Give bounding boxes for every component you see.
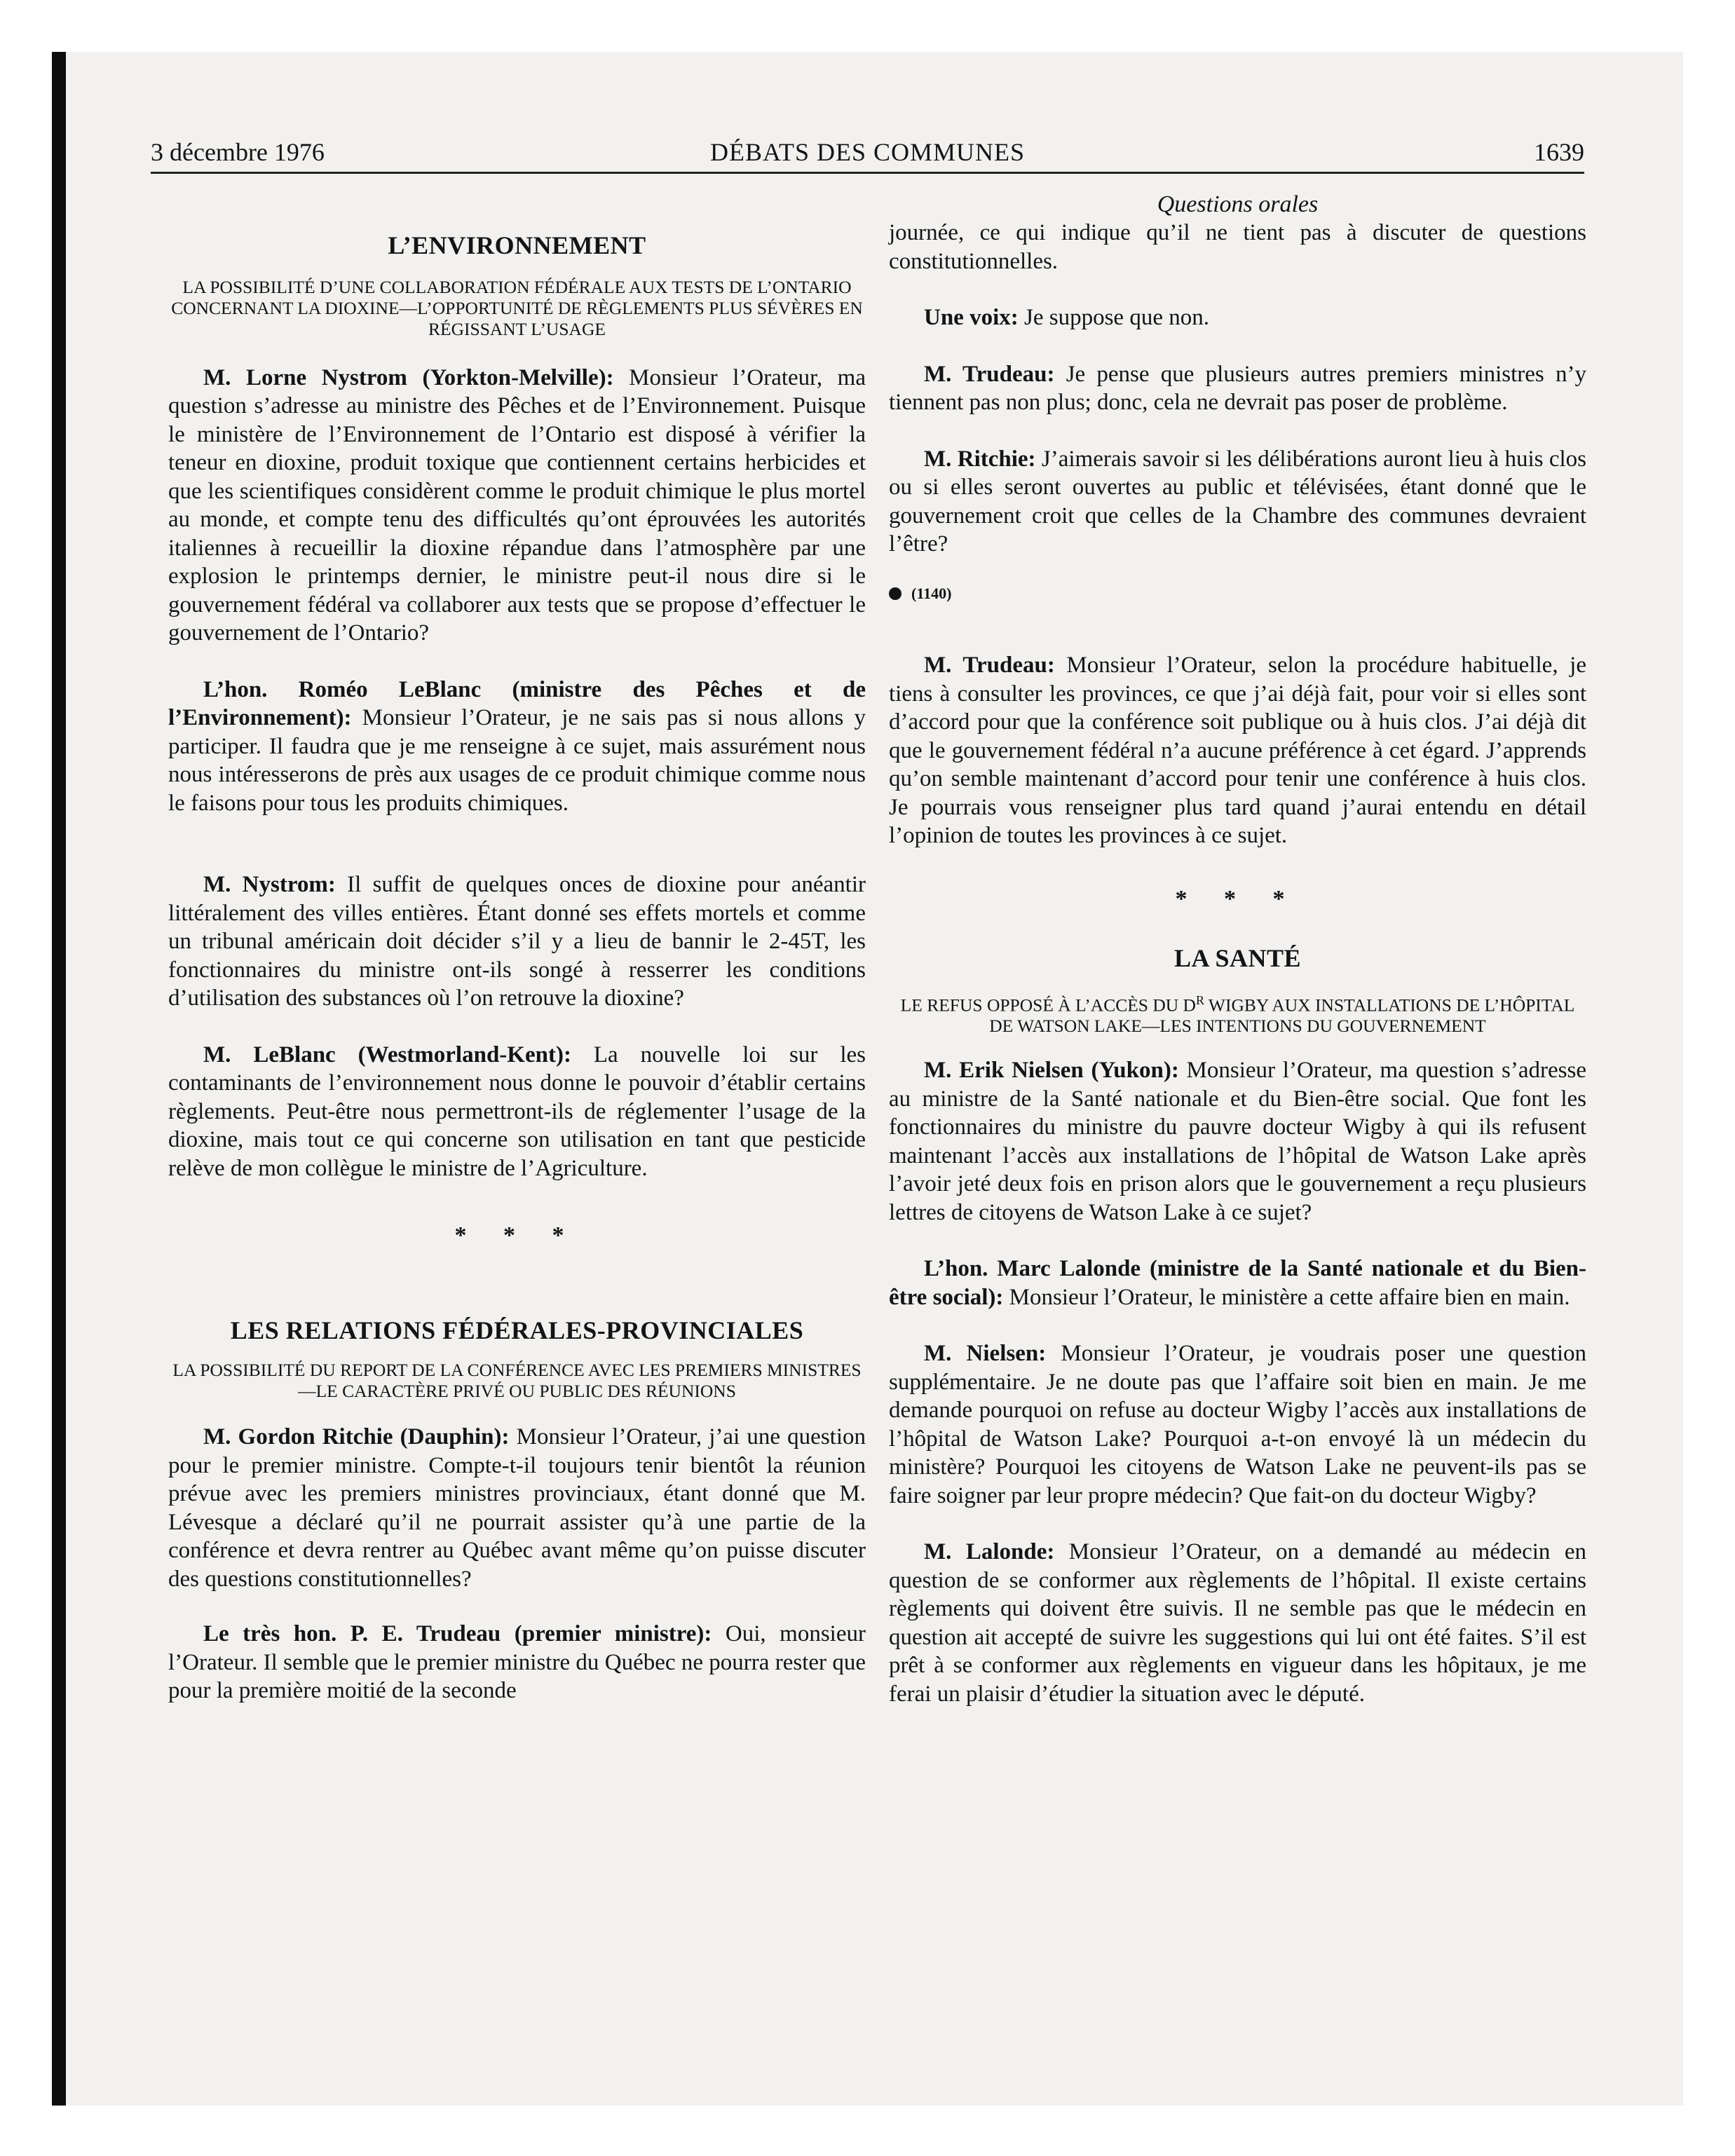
speech-nielsen-2 [889,1339,1586,1510]
page-number: 1639 [1534,138,1584,166]
speech-trudeau-1 [168,1620,866,1705]
page-header [151,137,1584,174]
speech-text: Monsieur l’Orateur, j’ai une question pour le premier ministre. Compte-t-il toujours tenir bientôt la réunion prévue avec les premiers ministres provinciaux, étant donné que M. Lévesque a déclaré qu’il ne pourrait assister qu’à une partie de la conférence et devra rentrer au Québec avant même qu’on puisse discuter des questions constitutionnelles? [168,1424,866,1592]
speaker: Une voix: [924,305,1019,330]
section-separator: * * * [1175,885,1300,912]
speech-nystrom-1 [168,364,866,648]
section-subtitle-federal-provincial: LA POSSIBILITÉ DU REPORT DE LA CONFÉRENCE AVEC LES PREMIERS MINISTRES—LE CARACTÈRE PRIVÉ OU PUBLIC DES RÉUNIONS [172,1360,862,1401]
speech-text: Monsieur l’Orateur, selon la procédure habituelle, je tiens à consulter les provinces, ce que j’ai déjà fait, pour voir si elles sont d’accord pour que la conférence soit publique ou à huis clos. J’ai déjà dit que le gouvernement fédéral n’a aucune préférence à cet égard. J’apprends qu’on semble maintenant d’accord pour tenir une conférence à huis clos. Je pourrais vous renseigner plus tard quand j’aurai entendu en détail l’opinion de toutes les provinces à ce sujet. [889,653,1586,849]
speaker: L’hon. Roméo LeBlanc (ministre des Pêches et de l’Environnement): [168,676,866,730]
speech-text: La nouvelle loi sur les contaminants de l’environnement nous donne le pouvoir d’établir certains règlements. Peut-être nous permettront-ils de réglementer l’usage de la dioxine, mais tout ce qui concerne son utilisation en tant que pesticide relève de mon collègue le ministre de l’Agriculture. [168,1042,866,1181]
section-separator: * * * [454,1222,580,1248]
section-subtitle-health: LE REFUS OPPOSÉ À L’ACCÈS DU $D^R$ WIGBY AUX INSTALLATIONS DE L’HÔPITAL DE WATSON LAKE—LES INTENTIONS DU GOUVERNEMENT [900,992,1575,1037]
speech-text: Monsieur l’Orateur, ma question s’adresse au ministre de la Santé nationale et du Bien-être social. Que font les fonctionnaires du ministre du pauvre docteur Wigby à qui ils refusent maintenant l’accès aux installations de l’hôpital de Watson Lake après l’avoir jeté deux fois en prison alors que le gouvernement a reçu plusieurs lettres de citoyens de Watson Lake à ce sujet? [889,1058,1586,1225]
section-title-health: LA SANTÉ [1173,944,1302,973]
speaker: M. Lalonde: [924,1539,1055,1565]
section-subtitle-environment: LA POSSIBILITÉ D’UNE COLLABORATION FÉDÉRALE AUX TESTS DE L’ONTARIO CONCERNANT LA DIOXINE—L’OPPORTUNITÉ DE RÈGLEMENTS PLUS SÉVÈRES EN RÉGISSANT L’USAGE [171,276,863,339]
speaker: M. Nystrom: [203,872,336,897]
timestamp: (1140) [911,584,952,602]
header-title: DÉBATS DES COMMUNES [709,138,1026,166]
speech-text: J’aimerais savoir si les délibérations auront lieu à huis clos ou si elles seront ouvertes au public et télévisées, étant donné que le gouvernement croit que celles de la Chambre des communes devraient l’être? [889,446,1586,557]
timestamp-marker [889,578,1586,608]
speech-ritchie-2 [889,445,1586,559]
speaker: M. Nielsen: [924,1341,1047,1367]
speech-text: Je pense que plusieurs autres premiers ministres n’y tiennent pas non plus; donc, cela ne devrait pas poser de problème. [889,361,1586,415]
binding-edge [52,52,66,2106]
speech-lalonde-1 [889,1255,1586,1311]
running-head: Questions orales [1157,191,1319,217]
speaker: L’hon. Marc Lalonde (ministre de la Santé nationale et du Bien-être social): [889,1256,1586,1310]
speech-text: Il suffit de quelques onces de dioxine pour anéantir littéralement des villes entières. Étant donné ses effets mortels et comme un tribunal américain doit décider s’il y a lieu de bannir le 2-45T, les fonctionnaires du ministre ont-ils songé à resserrer les conditions d’utilisation des substances où l’on retrouve la dioxine? [168,872,866,1011]
left-column [168,191,866,1705]
speech-text: Monsieur l’Orateur, on a demandé au médecin en question de se conformer aux règlements de l’hôpital. Il existe certains règlements qui doivent être suivis. Il ne semble pas que le médecin en question ait accepté de suivre les suggestions qui lui ont été faites. S’il est prêt à se conformer aux règlements en vigueur dans les hôpitaux, je me ferai un plaisir d’étudier la situation avec le député. [889,1539,1586,1707]
speech-nielsen-1 [889,1056,1586,1227]
speech-trudeau-1-continued [889,219,1586,275]
speech-lalonde-2 [889,1538,1586,1708]
speaker: M. LeBlanc (Westmorland-Kent): [203,1042,571,1067]
speech-text: Monsieur l’Orateur, je voudrais poser une question supplémentaire. Je ne doute pas que l’affaire soit bien en main. Je me demande pourquoi on refuse au docteur Wigby l’accès aux installations de l’hôpital de Watson Lake? Pourquoi a-t-on envoyé là un médecin du ministère? Pourquoi les citoyens de Watson Lake ne peuvent-ils pas se faire soigner par leur propre médecin? Que fait-on du docteur Wigby? [889,1341,1587,1508]
speech-trudeau-3 [889,651,1586,850]
speaker: Le très hon. P. E. Trudeau (premier ministre): [203,1621,712,1646]
header-date: 3 décembre 1976 [151,138,325,166]
bullet-icon [889,587,901,600]
speaker: M. Erik Nielsen (Yukon): [924,1058,1179,1084]
speaker: M. Ritchie: [924,446,1036,472]
speech-text: Monsieur l’Orateur, le ministère a cette affaire bien en main. [1003,1284,1570,1310]
speech-text: Monsieur l’Orateur, ma question s’adresse au ministre des Pêches et de l’Environnement. Puisque le ministère de l’Environnement de l’Ontario est disposé à vérifier la teneur en dioxine, produit toxique que contiennent certains herbicides et que les scientifiques considèrent comme le produit chimique le plus mortel au monde, et compte tenu des difficultés qu’ont éprouvées les autorités italiennes à recueillir la dioxine répandue dans l’atmosphère par une explosion le printemps dernier, le ministre peut-il nous dire si le gouvernement fédéral va collaborer aux tests que se propose d’effectuer le gouvernement de l’Ontario? [168,364,866,646]
section-title-environment: L’ENVIRONNEMENT [388,231,646,259]
speech-text: Monsieur l’Orateur, je ne sais pas si nous allons y participer. Il faudra que je me renseigne à ce sujet, mais assurément nous nous intéresserons de près aux usages de ce produit chimique comme nous le faisons pour tous les produits chimiques. [168,705,866,816]
speech-nystrom-2 [168,871,866,1013]
speech-leblanc-2 [168,1041,866,1183]
speech-leblanc-1 [168,676,866,818]
section-title-federal-provincial: LES RELATIONS FÉDÉRALES-PROVINCIALES [230,1316,804,1344]
speaker: M. Trudeau: [924,361,1055,387]
speech-une-voix [889,303,1586,332]
right-column [889,191,1586,1708]
speech-text: journée, ce qui indique qu’il ne tient pas à discuter de questions constitutionnelles. [889,220,1586,274]
speech-text: Oui, monsieur l’Orateur. Il semble que le premier ministre du Québec ne pourra rester que pour la première moitié de la seconde [168,1621,866,1703]
speaker: M. Gordon Ritchie (Dauphin): [203,1424,510,1449]
speech-text: Je suppose que non. [1018,305,1209,330]
header-rule [151,172,1584,174]
speech-trudeau-2 [889,360,1586,417]
speaker: M. Lorne Nystrom (Yorkton-Melville): [203,364,614,390]
speech-ritchie-1 [168,1423,866,1593]
speaker: M. Trudeau: [924,653,1055,678]
